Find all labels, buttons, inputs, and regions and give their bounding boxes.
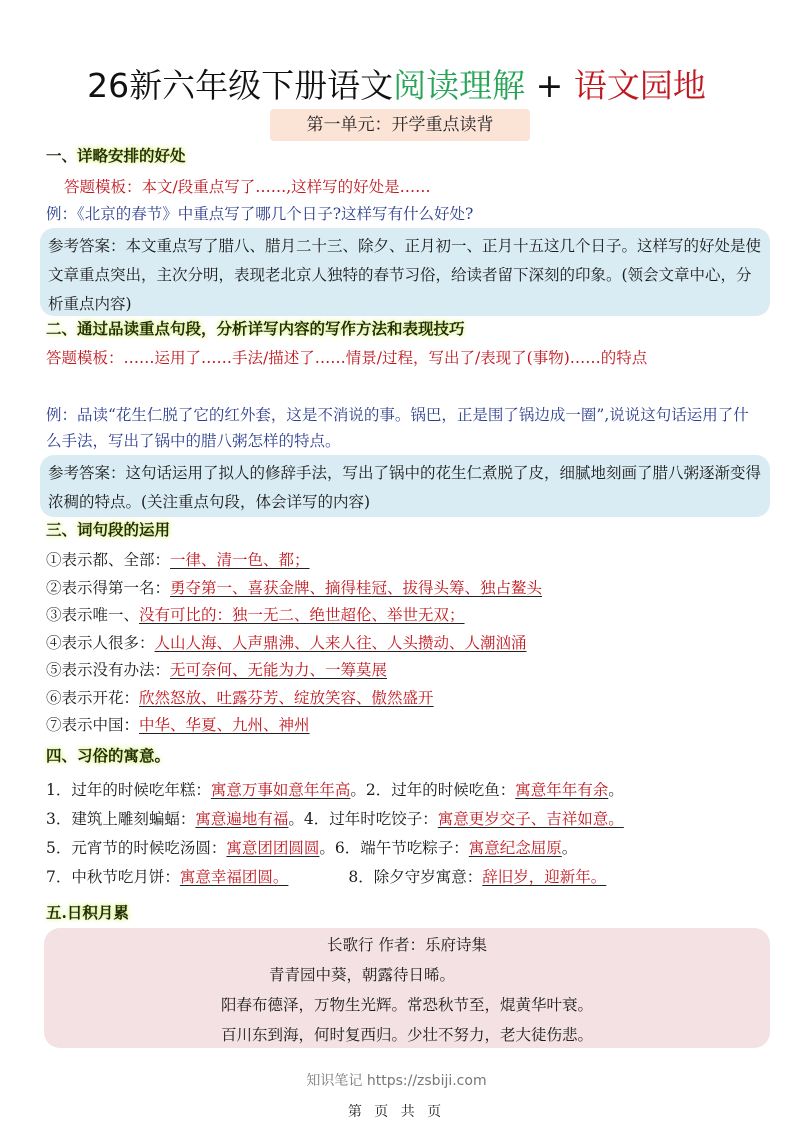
word-usage-list <box>46 547 542 740</box>
custom-label: 3．建筑上雕刻蝙蝠： <box>46 810 196 828</box>
section-1-template: 答题模板：本文/段重点写了……,这样写的好处是…… <box>64 178 431 196</box>
page-title <box>0 62 793 110</box>
custom-end: 。 <box>350 781 366 799</box>
custom-meaning: 寓意纪念屈原 <box>468 839 562 857</box>
section-2-answer-box <box>40 455 770 517</box>
custom-label: 6．端午节吃粽子： <box>334 839 469 857</box>
word-usage-value: 一律、清一色、都； <box>170 551 310 569</box>
title-part-reading: 阅读理解 <box>393 66 526 105</box>
custom-meaning: 寓意幸福团圆。 <box>179 868 289 886</box>
word-usage-label: ②表示得第一名： <box>46 578 171 597</box>
section-1-answer-box <box>40 228 770 316</box>
section-5-title: 五.日积月累 <box>46 903 129 922</box>
section-2-title: 通过品读重点句段，分析详写内容的写作方法和表现技巧 <box>77 319 465 338</box>
section-2-number: 二、 <box>46 319 78 338</box>
word-usage-label: ①表示都、全部： <box>46 551 171 569</box>
custom-meaning: 辞旧岁，迎新年。 <box>482 868 607 886</box>
section-1-number: 一、 <box>46 146 78 165</box>
customs-row <box>46 834 624 863</box>
poem-line: 青青园中葵，朝露待日晞。 <box>268 966 455 984</box>
page-number: 第 页 共 页 <box>347 1104 446 1120</box>
word-usage-item <box>46 712 542 740</box>
word-usage-label: ④表示人很多： <box>46 633 155 652</box>
word-usage-label: ⑥表示开花： <box>46 688 140 707</box>
custom-meaning: 寓意年年有余 <box>515 781 609 799</box>
section-3-title: 词句段的运用 <box>77 520 171 539</box>
word-usage-value: 欣然怒放、吐露芬芳、绽放笑容、傲然盛开 <box>139 688 434 707</box>
word-usage-label: ⑤表示没有办法： <box>46 661 171 679</box>
word-usage-value: 无可奈何、无能为力、一筹莫展 <box>170 661 388 679</box>
custom-meaning: 寓意更岁交子、吉祥如意。 <box>437 810 624 828</box>
custom-meaning: 寓意遍地有福 <box>195 810 289 828</box>
section-4-heading <box>46 744 170 768</box>
custom-label: 7．中秋节吃月饼： <box>46 868 180 886</box>
poem-heading: 长歌行 作者：乐府诗集 <box>327 936 487 954</box>
section-1-example: 例：《北京的春节》中重点写了哪几个日子?这样写有什么好处? <box>46 205 474 223</box>
customs-row <box>46 805 624 834</box>
section-2-example: 例：品读“花生仁脱了它的红外套，这是不消说的事。锅巴，正是围了锅边成一圈”,说说这句话运用了什么手法，写出了锅中的腊八粥怎样的特点。 <box>46 406 749 450</box>
word-usage-item <box>46 657 542 685</box>
section-3-number: 三、 <box>46 520 78 539</box>
word-usage-value: 勇夺第一、喜获金牌、摘得桂冠、拔得头筹、独占鳌头 <box>170 578 543 597</box>
title-part-garden: 语文园地 <box>573 66 706 105</box>
custom-end: 。 <box>608 781 624 799</box>
section-2-answer: 参考答案：这句话运用了拟人的修辞手法，写出了锅中的花生仁煮脱了皮，细腻地刻画了腊八粥逐渐变得浓稠的特点。(关注重点句段，体会详写的内容) <box>48 464 762 511</box>
custom-label: 4．过年时吃饺子： <box>303 810 438 828</box>
word-usage-label: ③表示唯一、 <box>46 606 140 624</box>
word-usage-value: 人山人海、人声鼎沸、人来人往、人头攒动、人潮汹涌 <box>154 633 527 652</box>
custom-label: 2．过年的时候吃鱼： <box>365 781 516 799</box>
section-1-title: 详略安排的好处 <box>77 146 186 165</box>
custom-end: 。 <box>561 839 578 857</box>
watermark-link[interactable]: 知识笔记 https://zsbiji.com <box>306 1073 487 1089</box>
word-usage-value: 没有可比的：独一无二、绝世超伦、举世无双； <box>139 606 465 624</box>
section-1-heading <box>46 144 186 168</box>
word-usage-item <box>46 630 542 658</box>
custom-end: 。 <box>319 839 335 857</box>
custom-meaning: 寓意万事如意年年高 <box>210 781 351 799</box>
section-2-heading <box>46 317 465 341</box>
customs-row <box>46 776 624 805</box>
customs-list <box>46 776 624 892</box>
section-1-answer: 参考答案：本文重点写了腊八、腊月二十三、除夕、正月初一、正月十五这几个日子。这样写的好处是使文章重点突出，主次分明，表现老北京人独特的春节习俗，给读者留下深刻的印象。(领会文章中心，分析重点内容) <box>48 237 762 313</box>
section-2-template: 答题模板：……运用了……手法/描述了……情景/过程，写出了/表现了(事物)……的特点 <box>46 349 648 367</box>
word-usage-item <box>46 685 542 713</box>
customs-row <box>46 863 624 892</box>
word-usage-value: 中华、华夏、九州、神州 <box>139 716 310 734</box>
word-usage-item <box>46 575 542 603</box>
section-5-heading <box>46 901 129 925</box>
poem-box <box>44 928 770 1048</box>
custom-label: 8．除夕守岁寓意： <box>348 868 483 886</box>
unit-label: 第一单元：开学重点读背 <box>270 109 530 141</box>
word-usage-item <box>46 602 542 630</box>
custom-meaning: 寓意团团圆圆 <box>226 839 320 857</box>
section-4-title: 习俗的寓意。 <box>77 746 171 765</box>
poem-line: 百川东到海，何时复西归。少壮不努力，老大徒伤悲。 <box>220 1026 593 1044</box>
custom-label: 5．元宵节的时候吃汤圆： <box>46 839 227 857</box>
section-4-number: 四、 <box>46 746 78 765</box>
custom-end: 。 <box>288 810 304 828</box>
section-3-heading <box>46 518 170 542</box>
custom-label: 1．过年的时候吃年糕： <box>46 781 211 799</box>
poem-line: 阳春布德泽，万物生光辉。常恐秋节至，焜黄华叶衰。 <box>220 996 593 1014</box>
word-usage-label: ⑦表示中国： <box>46 716 140 734</box>
title-plus: + <box>525 66 574 105</box>
title-part-main: 26新六年级下册语文 <box>87 66 394 105</box>
word-usage-item <box>46 547 542 575</box>
